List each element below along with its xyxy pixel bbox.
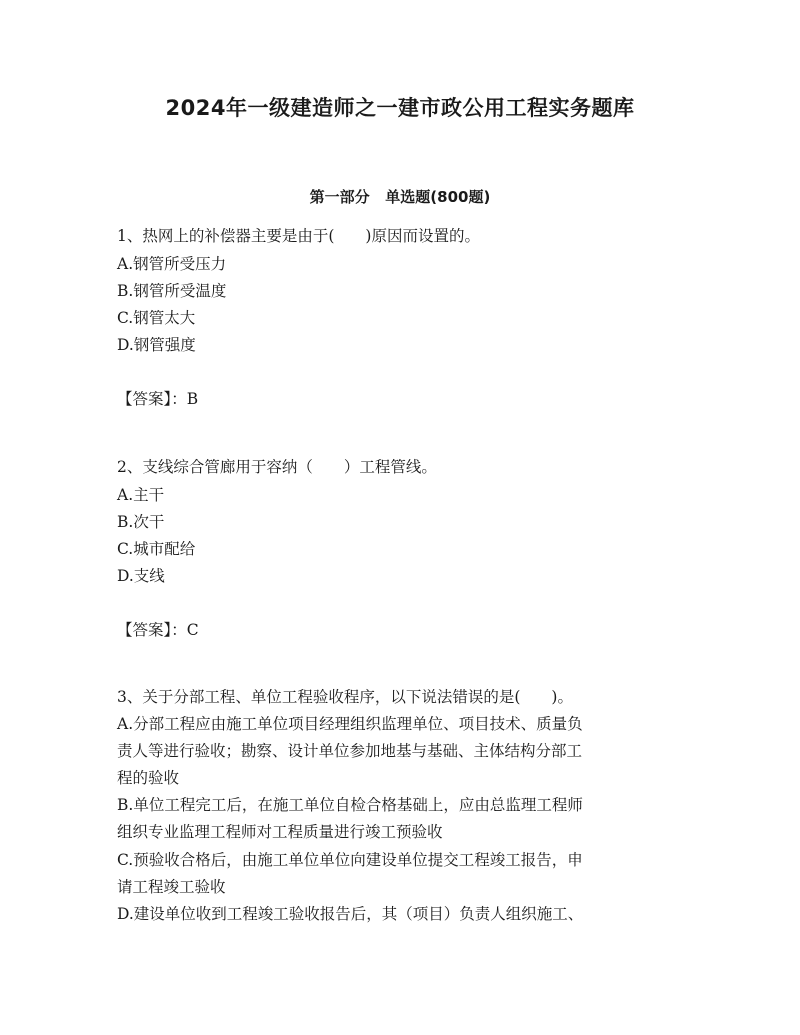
question-2-option-d: D.支线 [117,567,165,585]
question-2-option-a: A.主干 [117,486,165,504]
question-1-answer: 【答案】：B [117,390,199,408]
section-title: 第一部分 单选题(800题) [309,188,491,206]
question-2-option-b: B.次干 [117,513,165,531]
document-title: 2024年一级建造师之一建市政公用工程实务题库 [165,96,635,120]
question-1-stem: 1、热网上的补偿器主要是由于( )原因而设置的。 [117,227,480,245]
question-1-option-a: A.钢管所受压力 [117,255,227,273]
question-2-stem: 2、支线综合管廊用于容纳（ ）工程管线。 [117,458,437,476]
question-3-option-b-line-1: B.单位工程完工后，在施工单位自检合格基础上，应由总监理工程师 [117,796,583,814]
question-1-option-c: C.钢管太大 [117,309,196,327]
question-2-option-c: C.城市配给 [117,540,196,558]
question-3-option-c-line-2: 请工程竣工验收 [117,878,226,896]
question-3-option-c-line-1: C.预验收合格后，由施工单位单位向建设单位提交工程竣工报告，申 [117,851,583,869]
question-3-option-b-line-2: 组织专业监理工程师对工程质量进行竣工预验收 [117,823,443,841]
question-3-option-d-line-1: D.建设单位收到工程竣工验收报告后，其（项目）负责人组织施工、 [117,905,584,923]
question-3-stem: 3、关于分部工程、单位工程验收程序，以下说法错误的是( )。 [117,688,573,706]
question-3-option-a-line-3: 程的验收 [117,769,180,787]
question-1-option-d: D.钢管强度 [117,336,196,354]
question-3-option-a-line-2: 责人等进行验收；勘察、设计单位参加地基与基础、主体结构分部工 [117,742,583,760]
question-1-option-b: B.钢管所受温度 [117,282,227,300]
question-2-answer: 【答案】：C [117,621,199,639]
question-3-option-a-line-1: A.分部工程应由施工单位项目经理组织监理单位、项目技术、质量负 [117,715,583,733]
